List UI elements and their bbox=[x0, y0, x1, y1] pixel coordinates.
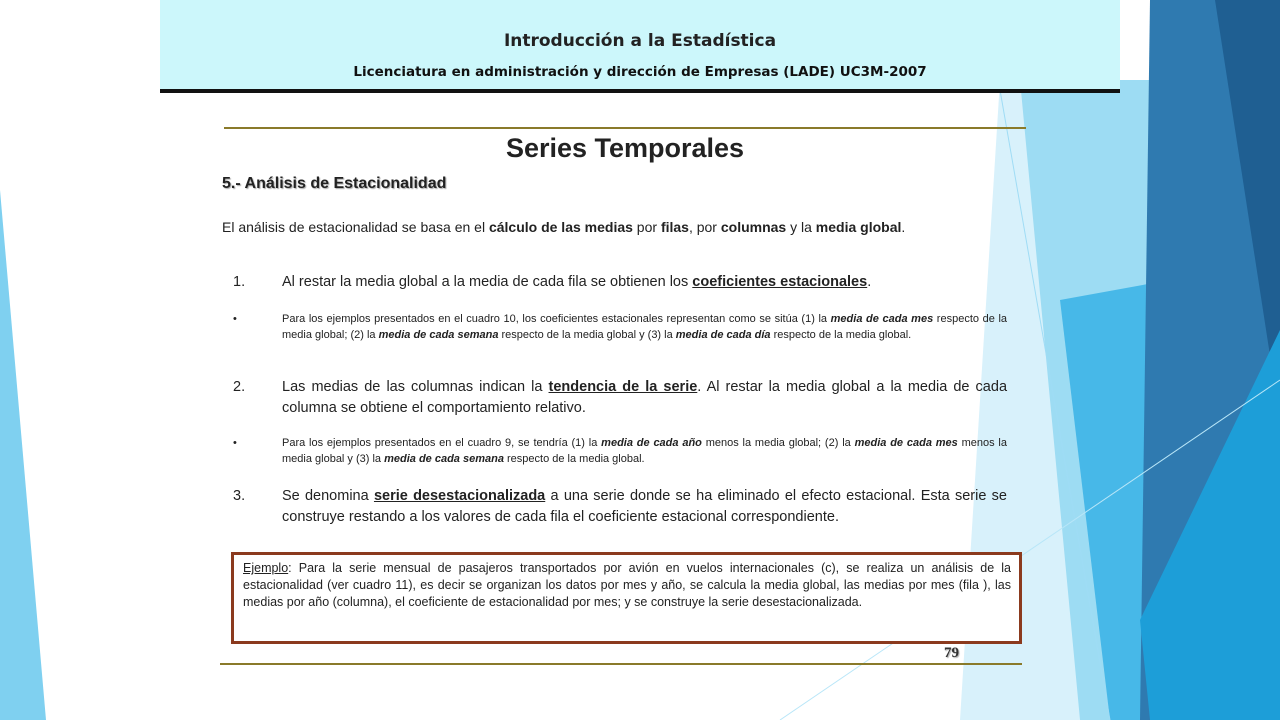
example-box bbox=[231, 552, 1022, 644]
bullet-dot: • bbox=[233, 437, 237, 449]
numbered-item-1 bbox=[233, 272, 1007, 293]
bullet-item-1 bbox=[233, 311, 1007, 343]
bullet-text: Para los ejemplos presentados en el cuadro 10, los coeficientes estacionales representan como se sitúa (1) la media de cada mes respecto de la media global; (2) la media de cada semana respecto de la media global y (3) la media de cada día respecto de la media global. bbox=[282, 313, 1008, 341]
example-label: Ejemplo bbox=[243, 561, 289, 575]
bullet-dot: • bbox=[233, 313, 237, 325]
example-text: : Para la serie mensual de pasajeros transportados por avión en vuelos internacionales (c), se realiza un análisis de la estacionalidad (ver cuadro 11), es decir se organizan los datos por mes y año, se calcula la media global, las medias por mes (fila ), las medias por año (columna), el coeficiente de estacionalidad por mes; y se construye la serie desestacionalizada. bbox=[243, 561, 1011, 609]
item-text: Al restar la media global a la media de cada fila se obtienen los coeficientes estacionales. bbox=[282, 274, 872, 290]
bullet-item-2 bbox=[233, 435, 1007, 467]
slide-title: Series Temporales bbox=[505, 133, 745, 163]
numbered-item-3 bbox=[233, 486, 1007, 528]
term-seasonal-coefficients: coeficientes estacionales bbox=[692, 274, 868, 290]
intro-text: y la bbox=[786, 219, 816, 235]
course-title: Introducción a la Estadística bbox=[503, 31, 777, 51]
term-series-trend: tendencia de la serie bbox=[548, 379, 698, 395]
header-banner bbox=[160, 0, 1120, 93]
intro-bold-global-mean: media global bbox=[815, 219, 902, 235]
intro-text: El análisis de estacionalidad se basa en el bbox=[222, 219, 489, 235]
top-divider bbox=[224, 127, 1026, 129]
item-text: Se denomina serie desestacionalizada a una serie donde se ha eliminado el efecto estacional. Esta serie se construye restando a los valores de cada fila el coeficiente estacional correspondiente. bbox=[282, 488, 1007, 525]
item-number: 3. bbox=[233, 488, 246, 504]
page-number: 79 bbox=[944, 645, 959, 661]
bottom-divider bbox=[220, 663, 1022, 665]
intro-text: , por bbox=[688, 219, 721, 235]
intro-text: . bbox=[901, 219, 906, 235]
left-light-wedge bbox=[0, 190, 46, 720]
course-subtitle: Licenciatura en administración y dirección de Empresas (LADE) UC3M-2007 bbox=[353, 64, 927, 80]
term-deseasonalized-series: serie desestacionalizada bbox=[373, 488, 546, 504]
bullet-text: Para los ejemplos presentados en el cuadro 9, se tendría (1) la media de cada año menos la media global; (2) la media de cada mes menos la media global y (3) la media de cada semana respecto de la media global. bbox=[282, 437, 1007, 465]
item-number: 2. bbox=[233, 379, 246, 395]
intro-bold-columns: columnas bbox=[720, 219, 787, 235]
intro-bold-means: cálculo de las medias bbox=[488, 219, 633, 235]
intro-text: por bbox=[632, 219, 661, 235]
numbered-item-2 bbox=[233, 377, 1007, 419]
intro-bold-rows: filas bbox=[660, 219, 689, 235]
section-heading: 5.- Análisis de Estacionalidad bbox=[222, 175, 447, 192]
item-text: Las medias de las columnas indican la tendencia de la serie. Al restar la media global a la media de cada columna se obtiene el comportamiento relativo. bbox=[282, 379, 1008, 416]
intro-paragraph bbox=[222, 219, 1012, 235]
item-number: 1. bbox=[233, 274, 246, 290]
